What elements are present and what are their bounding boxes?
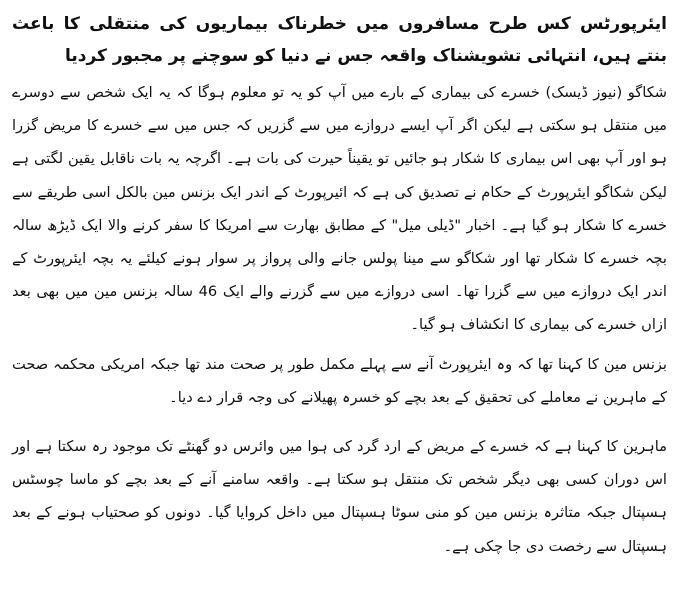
article-paragraph-1: شکاگو (نیوز ڈیسک) خسرے کی بیماری کے بارے میں آپ کو یہ تو معلوم ہوگا کہ یہ ایک شخص سے دوسرے میں منتقل ہو سکتی ہے لیکن اگر آپ ایسے دروازے میں سے گزریں کہ جس میں سے خسرے کا مریض گزرا ہو اور آپ بھی اس بیماری کا شکار ہو جائیں تو یقیناً حیرت کی بات ہے۔ اگرچہ یہ بات ناقابل یقین لگتی ہے لیکن شکاگو ایئرپورٹ کے حکام نے تصدیق کی ہے کہ ائیرپورٹ کے اندر ایک بزنس مین بالکل اسی طریقے سے خسرے کا شکار ہو گیا ہے۔ اخبار "ڈیلی میل" کے مطابق بھارت سے امریکا کا سفر کرنے والا ایک ڈیڑھ سالہ بچہ خسرے کا شکار تھا اور شکاگو سے مینا پولس جانے والی پرواز پر سوار ہونے کیلئے یہ بچہ ایئرپورٹ کے اندر ایک دروازے میں سے گزرا تھا۔ اسی دروازے میں سے گزرنے والے ایک 46 سالہ بزنس مین میں بھی بعد ازاں خسرے کی بیماری کا انکشاف ہو گیا۔ <box>12 84 667 334</box>
paragraph-spacer <box>12 420 667 430</box>
article-paragraph-3: ماہرین کا کہنا ہے کہ خسرے کے مریض کے ارد گرد کی ہوا میں وائرس دو گھنٹے تک موجود رہ سکتا ہے اور اس دوران کسی بھی دیگر شخص تک منتقل ہو سکتا ہے۔ واقعہ سامنے آنے کے بعد بچے کو ماسا چوسٹس ہسپتال جبکہ متاثرہ بزنس مین کو منی سوٹا ہسپتال میں داخل کروایا گیا۔ دونوں کو صحتیاب ہونے کے بعد ہسپتال سے رخصت دی جا چکی ہے۔ <box>12 438 667 555</box>
article-headline: ایئرپورٹس کس طرح مسافروں میں خطرناک بیماریوں کی منتقلی کا باعث بنتے ہیں، انتہائی تشویشناک واقعہ جس نے دنیا کو سوچنے پر مجبور کردیا <box>12 14 667 66</box>
article-paragraph-2: بزنس مین کا کہنا تھا کہ وہ ایئرپورٹ آنے سے پہلے مکمل طور پر صحت مند تھا جبکہ امریکی محکمہ صحت کے ماہرین نے معاملے کی تحقیق کے بعد بچے کو خسرہ پھیلانے کی وجہ قرار دے دیا۔ <box>12 355 667 406</box>
